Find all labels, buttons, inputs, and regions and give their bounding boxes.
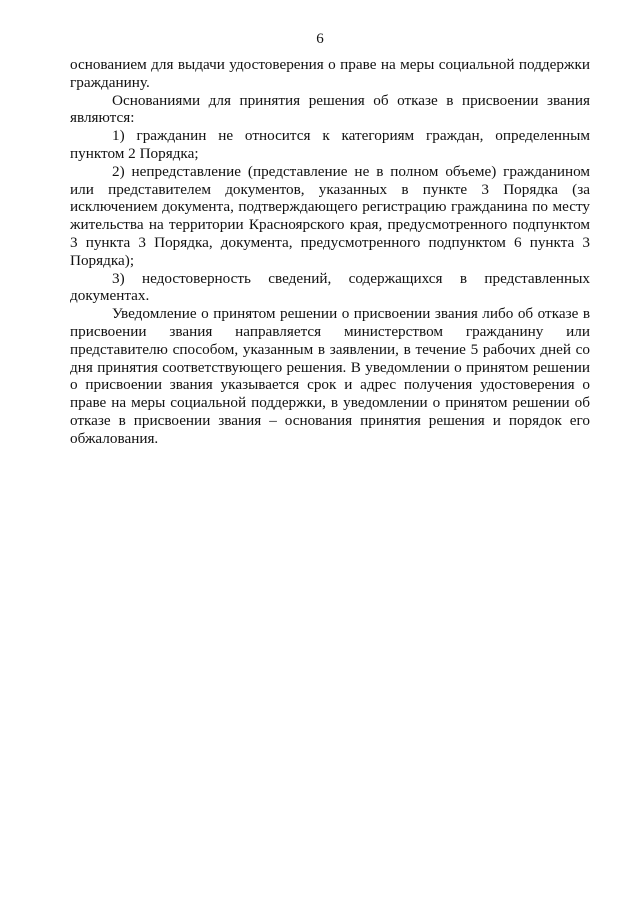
list-item-2: 2) непредставление (представление не в полном объеме) гражданином или представителем документов, указанных в пункте 3 Порядка (за исключением документа, подтверждающего регистрацию гражданина по месту жительства на территории Красноярского края, предусмотренного подпунктом 3 пункта 3 Порядка, документа, предусмотренного подпунктом 6 пункта 3 Порядка); <box>70 162 590 269</box>
page-number: 6 <box>316 31 324 47</box>
list-item-1: 1) гражданин не относится к категориям граждан, определенным пунктом 2 Порядка; <box>70 127 590 162</box>
paragraph-continuation: основанием для выдачи удостоверения о праве на меры социальной поддержки гражданину. <box>70 56 590 91</box>
paragraph-refusal-grounds-intro: Основаниями для принятия решения об отказе в присвоении звания являются: <box>70 91 590 127</box>
paragraph-notification: Уведомление о принятом решении о присвоении звания либо об отказе в присвоении звания направляется министерством гражданину или представителю способом, указанным в заявлении, в течение 5 рабочих дней со дня принятия соответствующего решения. В уведомлении о принятом решении о присвоении звания указывается срок и адрес получения удостоверения о праве на меры социальной поддержки, в уведомлении о принятом решении об отказе в присвоении звания – основания принятия решения и порядок его обжалования. <box>70 305 590 447</box>
document-body <box>70 56 590 448</box>
list-item-3: 3) недостоверность сведений, содержащихся в представленных документах. <box>70 269 590 305</box>
